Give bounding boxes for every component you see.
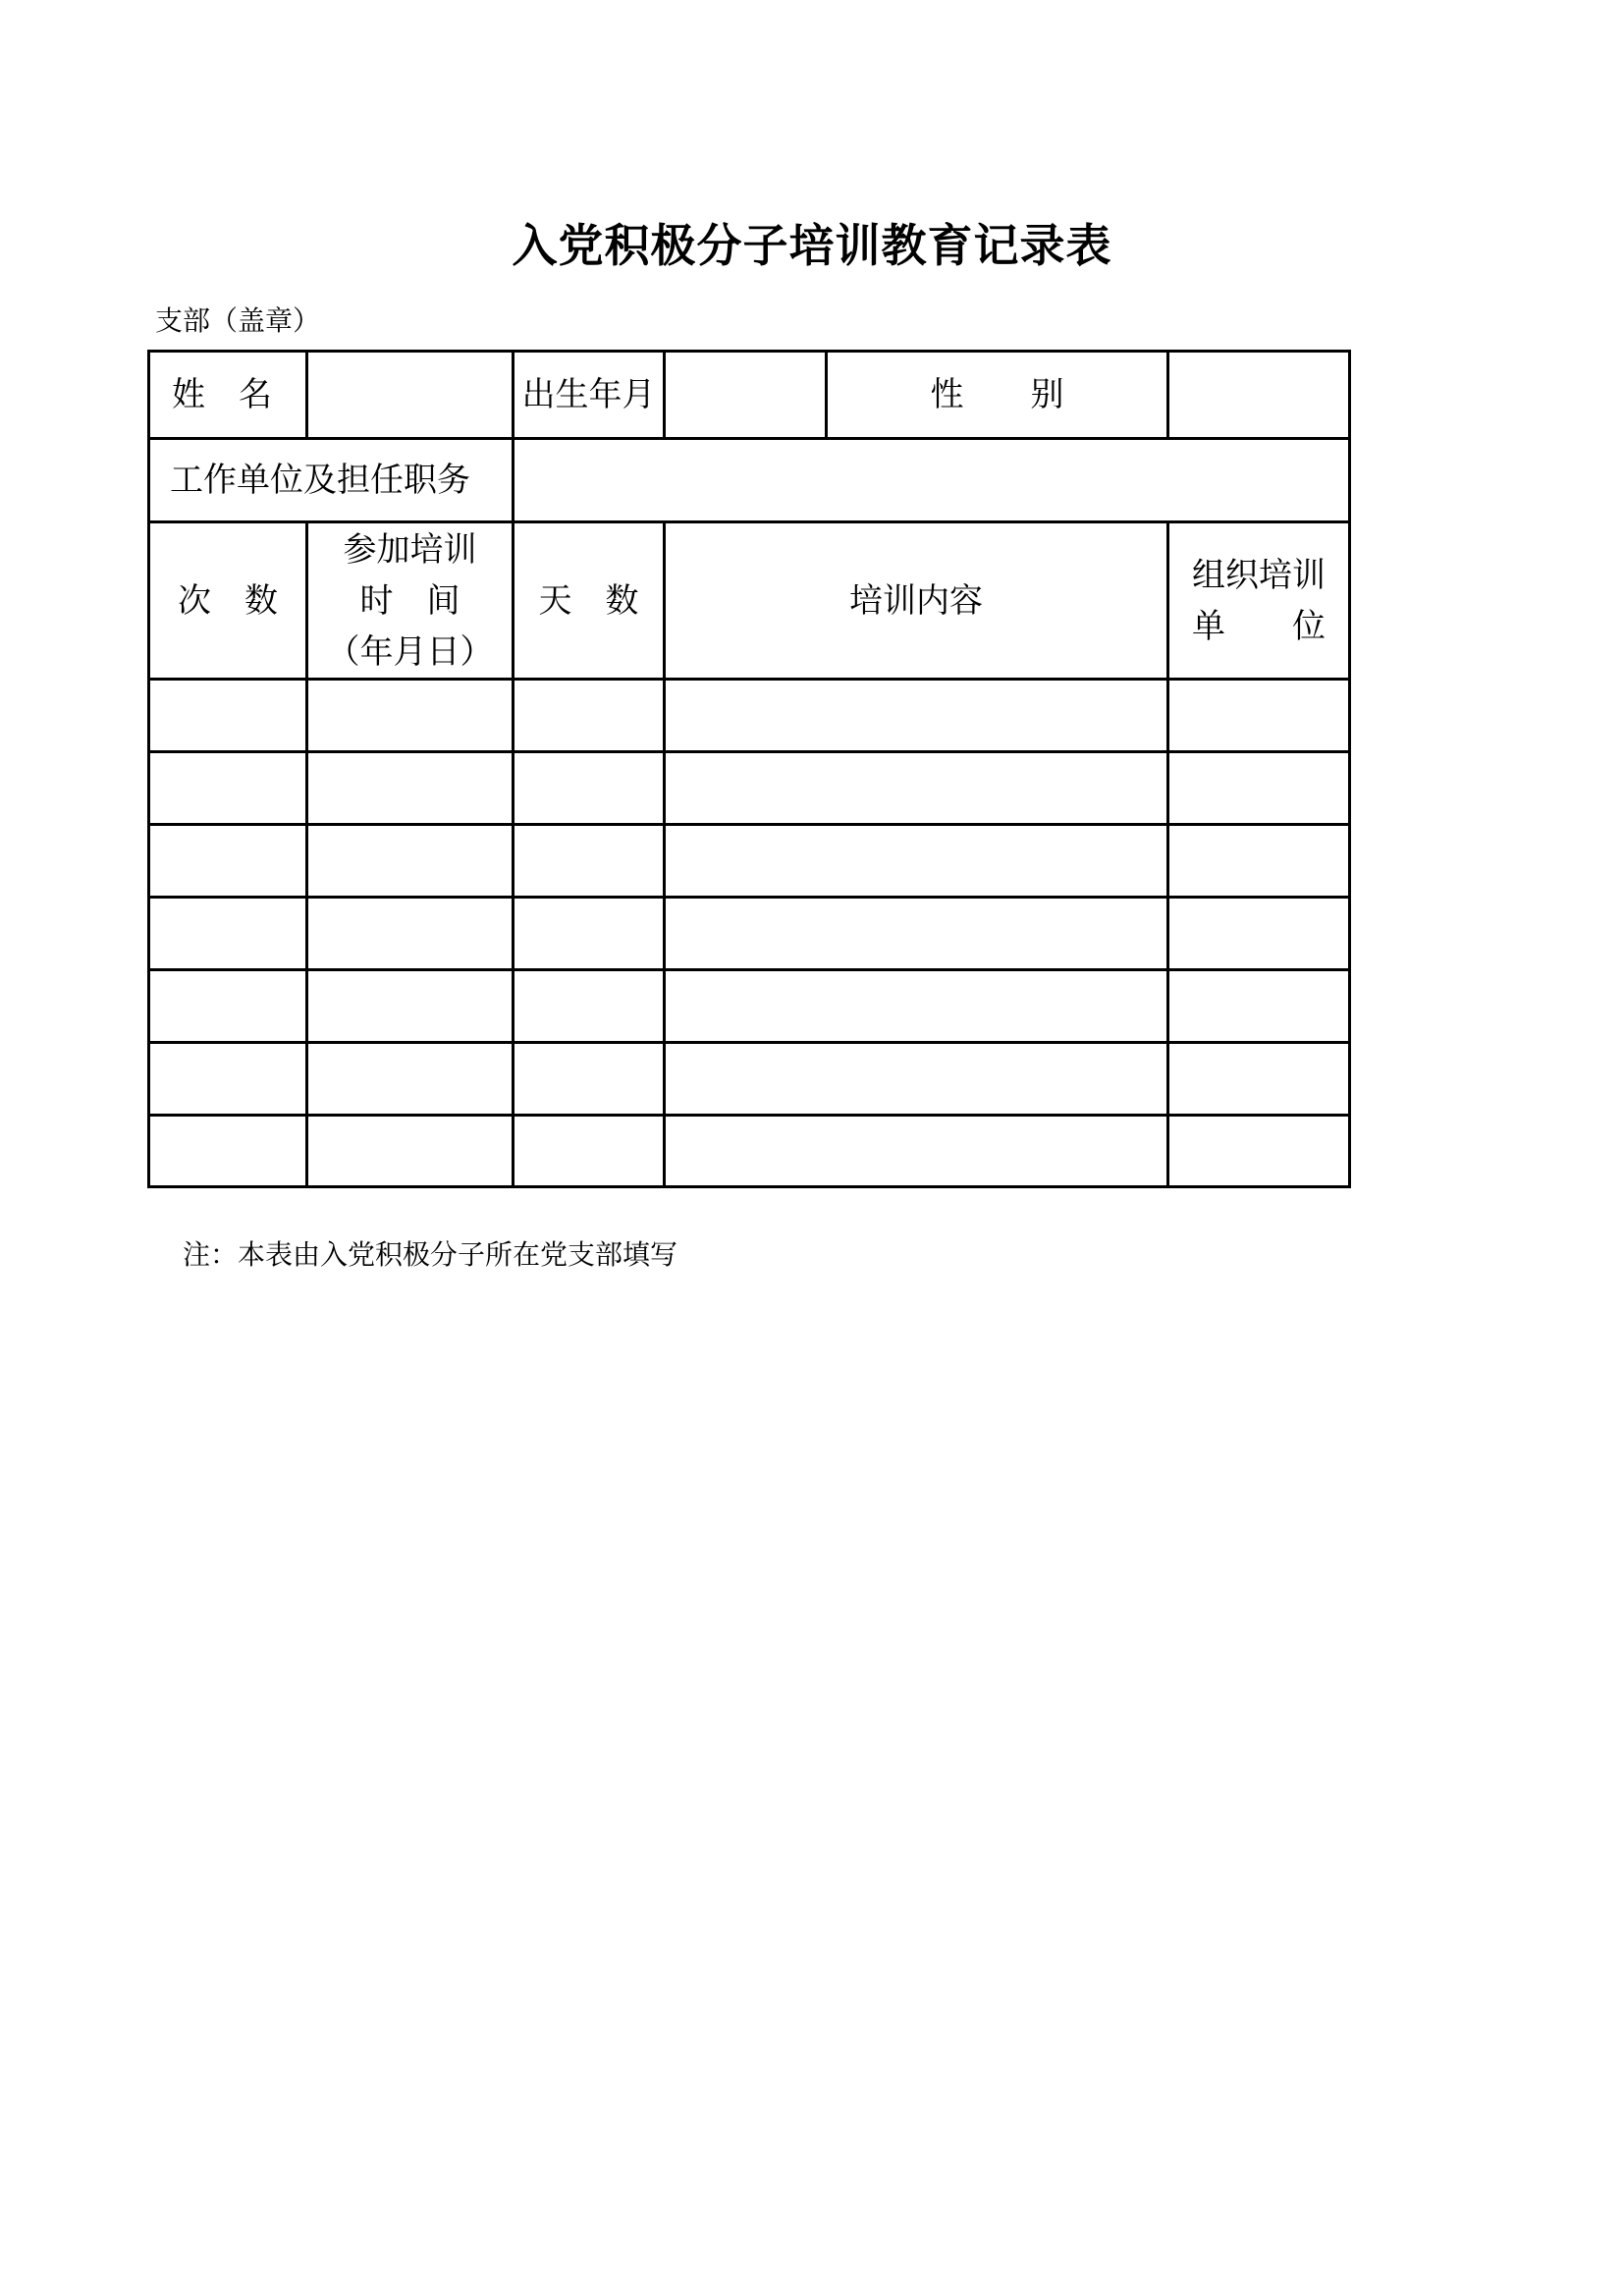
name-label: 姓 名 (172, 375, 272, 414)
record-time-cell[interactable] (308, 753, 512, 823)
record-org-cell[interactable] (1169, 826, 1348, 896)
record-content-cell[interactable] (666, 753, 1166, 823)
record-time-cell[interactable] (308, 826, 512, 896)
count-header: 次 数 (178, 580, 278, 621)
gender-label-cell (828, 353, 1166, 437)
birth-label: 出生年月 (521, 375, 656, 414)
record-content-cell[interactable] (666, 971, 1166, 1041)
birth-label-cell (514, 353, 663, 437)
record-org-cell[interactable] (1169, 1117, 1348, 1186)
record-count-cell[interactable] (150, 826, 305, 896)
record-time-cell[interactable] (308, 971, 512, 1041)
record-days-cell[interactable] (514, 971, 663, 1041)
record-content-cell[interactable] (666, 1044, 1166, 1114)
record-org-cell[interactable] (1169, 681, 1348, 750)
record-count-cell[interactable] (150, 1117, 305, 1186)
record-days-cell[interactable] (514, 899, 663, 968)
record-org-cell[interactable] (1169, 1044, 1348, 1114)
form-title (0, 210, 1624, 275)
time-header-line2: 时 间 (359, 580, 460, 621)
work-unit-label: 工作单位及担任职务 (170, 461, 470, 500)
record-days-cell[interactable] (514, 1117, 663, 1186)
name-label-cell (150, 353, 305, 437)
record-days-cell[interactable] (514, 753, 663, 823)
content-header: 培训内容 (849, 580, 983, 621)
days-header: 天 数 (538, 580, 639, 621)
record-days-cell[interactable] (514, 826, 663, 896)
record-content-cell[interactable] (666, 826, 1166, 896)
form-title-text: 入党积极分子培训教育记录表 (512, 219, 1112, 272)
content-header-cell (666, 523, 1166, 678)
record-count-cell[interactable] (150, 681, 305, 750)
record-time-cell[interactable] (308, 681, 512, 750)
work-unit-value-cell[interactable] (514, 440, 1348, 520)
record-content-cell[interactable] (666, 899, 1166, 968)
time-header-line1: 参加培训 (343, 529, 477, 570)
table-border-right (1348, 350, 1351, 1188)
work-unit-label-cell (150, 440, 512, 520)
org-header-line1: 组织培训 (1192, 555, 1326, 595)
record-count-cell[interactable] (150, 971, 305, 1041)
count-header-cell (150, 523, 305, 678)
branch-seal-label: 支部（盖章） (155, 304, 321, 337)
record-count-cell[interactable] (150, 1044, 305, 1114)
name-value-cell[interactable] (308, 353, 512, 437)
org-header-line2: 单 位 (1192, 606, 1326, 646)
record-days-cell[interactable] (514, 1044, 663, 1114)
time-header-cell (308, 523, 512, 678)
training-record-table (147, 350, 1351, 1188)
record-content-cell[interactable] (666, 681, 1166, 750)
record-content-cell[interactable] (666, 1117, 1166, 1186)
record-time-cell[interactable] (308, 899, 512, 968)
record-time-cell[interactable] (308, 1117, 512, 1186)
record-days-cell[interactable] (514, 681, 663, 750)
record-org-cell[interactable] (1169, 899, 1348, 968)
record-time-cell[interactable] (308, 1044, 512, 1114)
days-header-cell (514, 523, 663, 678)
gender-value-cell[interactable] (1169, 353, 1348, 437)
org-header-cell (1169, 523, 1348, 678)
record-count-cell[interactable] (150, 753, 305, 823)
time-header-line3: （年月日） (326, 631, 494, 672)
record-count-cell[interactable] (150, 899, 305, 968)
record-org-cell[interactable] (1169, 971, 1348, 1041)
birth-value-cell[interactable] (666, 353, 825, 437)
form-note: 注：本表由入党积极分子所在党支部填写 (183, 1238, 678, 1271)
gender-label: 性 别 (930, 375, 1064, 414)
record-org-cell[interactable] (1169, 753, 1348, 823)
